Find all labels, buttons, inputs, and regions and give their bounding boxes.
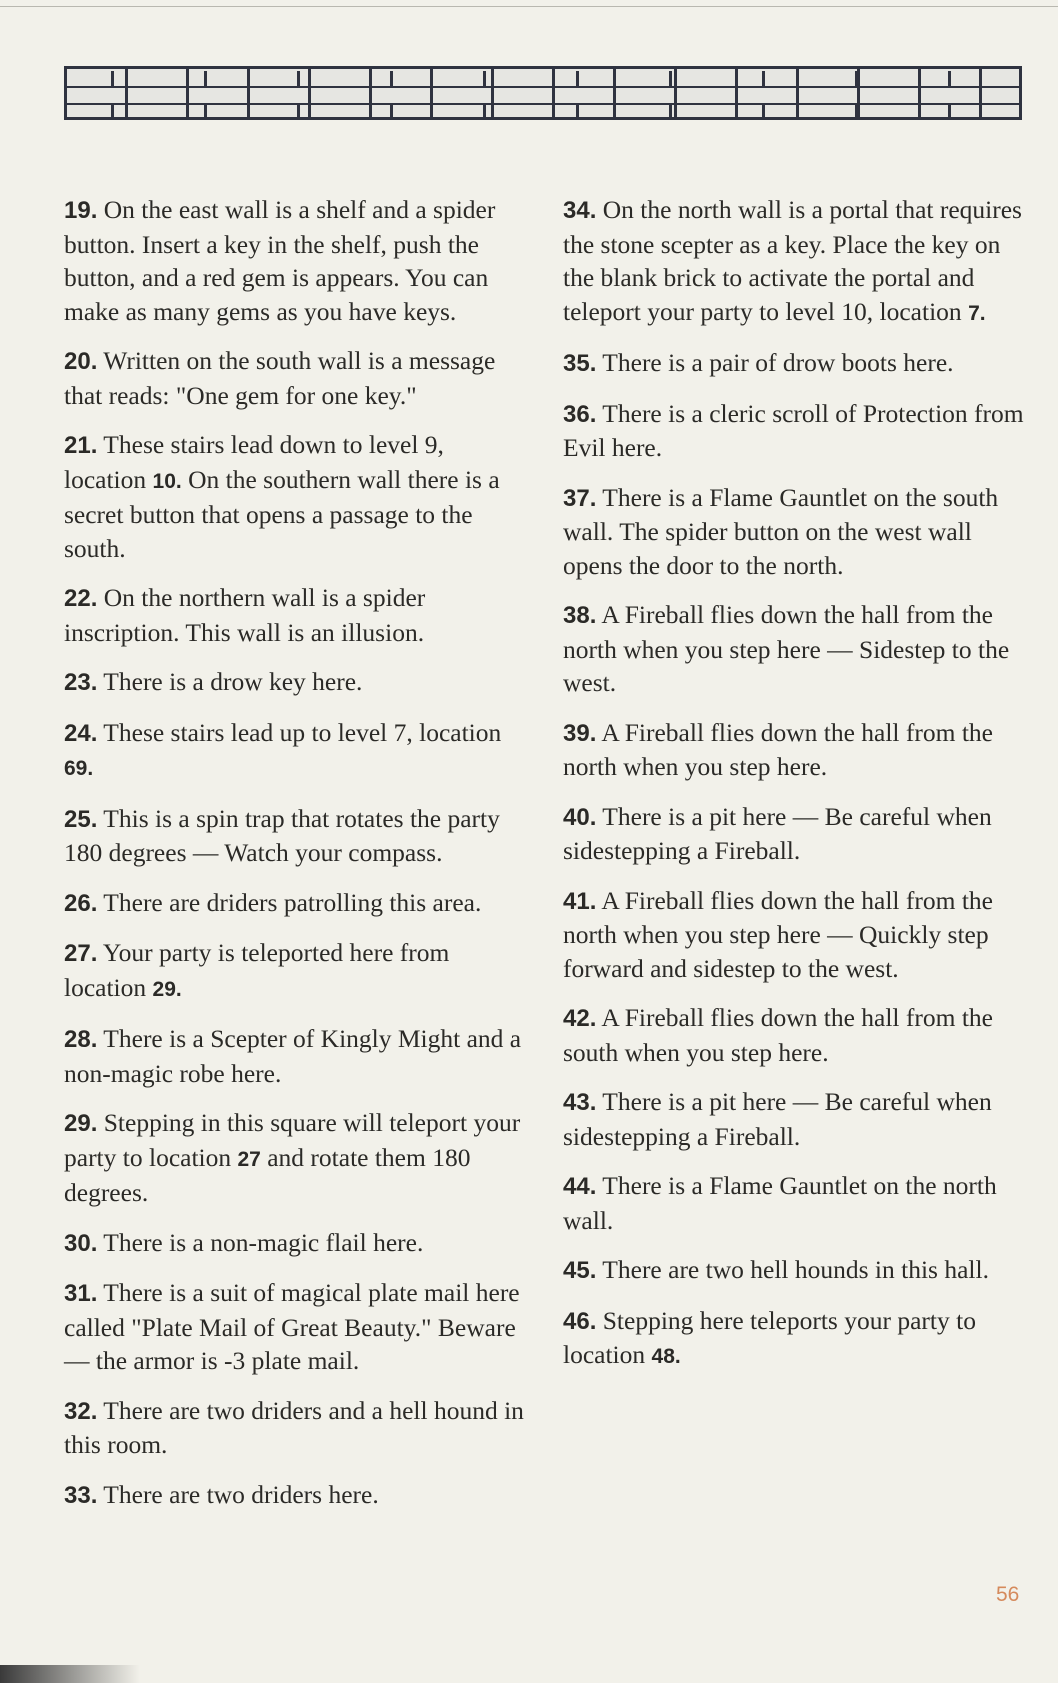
entry-number: 44. xyxy=(563,1173,597,1200)
location-entry xyxy=(563,884,1028,986)
entry-text: There is a suit of magical plate mail here called "Plate Mail of Great Beauty." Beware — the armor is -3 plate mail. xyxy=(64,1278,520,1375)
location-entry xyxy=(64,886,524,921)
entry-number: 23. xyxy=(64,669,98,696)
entry-text: A Fireball flies down the hall from the north when you step here — Quickly step forward and sidestep to the west. xyxy=(563,885,993,983)
entry-text-tail: On the southern wall there is a secret button that opens a passage to the south. xyxy=(64,464,500,563)
entry-text: On the east wall is a shelf and a spider button. Insert a key in the shelf, push the button, and a red gem is appears. You can make as many gems as you have keys. xyxy=(64,195,496,326)
location-entry xyxy=(64,1226,524,1261)
entry-number: 43. xyxy=(563,1089,597,1116)
entry-text: There is a Scepter of Kingly Might and a non-magic robe here. xyxy=(64,1024,522,1088)
entry-text: A Fireball flies down the hall from the north when you step here. xyxy=(563,717,993,781)
location-entry xyxy=(563,1001,1028,1069)
entry-text: On the north wall is a portal that requires the stone scepter as a key. Place the key on the blank brick to activate the portal and teleport your party to level 10, location xyxy=(563,195,1022,326)
entry-number: 29. xyxy=(64,1110,98,1137)
entry-number: 35. xyxy=(563,350,597,377)
entry-text: There is a cleric scroll of Protection from Evil here. xyxy=(563,398,1024,462)
entry-number: 20. xyxy=(64,348,98,375)
entry-number: 40. xyxy=(563,803,597,831)
entry-number: 46. xyxy=(563,1307,597,1335)
entry-location-ref: 27 xyxy=(237,1147,261,1171)
entry-number: 41. xyxy=(563,887,597,915)
location-entry xyxy=(563,716,1028,784)
location-entry xyxy=(64,1022,524,1090)
location-entry xyxy=(563,800,1028,868)
entry-text: A Fireball flies down the hall from the north when you step here — Sidestep to the west. xyxy=(563,600,1010,697)
entry-number: 36. xyxy=(563,400,597,428)
location-entry xyxy=(563,481,1028,583)
entry-text: This is a spin trap that rotates the party 180 degrees — Watch your compass. xyxy=(64,803,500,867)
entry-number: 42. xyxy=(563,1005,597,1032)
entry-number: 25. xyxy=(64,805,98,833)
page-edge-shadow xyxy=(0,1665,140,1683)
entry-number: 32. xyxy=(64,1397,98,1425)
entry-text: There are driders patrolling this area. xyxy=(103,887,482,917)
location-entry xyxy=(563,1085,1028,1153)
location-entry xyxy=(563,346,1028,381)
location-entry xyxy=(563,598,1028,700)
entry-text: There is a pair of drow boots here. xyxy=(602,348,954,377)
location-entry xyxy=(64,802,524,870)
entry-text: There is a non-magic flail here. xyxy=(103,1227,424,1257)
entry-text: These stairs lead down to level 9, location xyxy=(64,430,444,494)
page-number: 56 xyxy=(996,1583,1020,1606)
left-column xyxy=(64,193,524,1528)
entry-location-ref: 29. xyxy=(152,977,182,1001)
entry-number: 39. xyxy=(563,719,597,747)
entry-number: 38. xyxy=(563,602,597,629)
location-entry xyxy=(64,936,524,1006)
entry-number: 34. xyxy=(563,197,597,224)
entry-number: 37. xyxy=(563,484,597,512)
entry-number: 22. xyxy=(64,585,98,612)
location-entry xyxy=(64,1276,524,1378)
location-entry xyxy=(64,1106,524,1210)
entry-number: 28. xyxy=(64,1026,98,1053)
location-entry xyxy=(563,1253,1028,1288)
entry-text: Your party is teleported here from location xyxy=(64,938,450,1002)
entry-text: Written on the south wall is a message that reads: "One gem for one key." xyxy=(64,346,496,410)
entry-number: 21. xyxy=(64,432,98,459)
location-entry xyxy=(64,428,524,565)
location-entry xyxy=(64,581,524,649)
entry-text: There are two hell hounds in this hall. xyxy=(602,1255,989,1284)
entry-text: There is a drow key here. xyxy=(103,667,363,696)
entry-number: 30. xyxy=(64,1229,98,1257)
entry-location-ref: 10. xyxy=(152,469,182,493)
entry-text: A Fireball flies down the hall from the south when you step here. xyxy=(563,1003,993,1067)
entry-number: 27. xyxy=(64,940,98,967)
location-entry xyxy=(64,716,524,786)
location-entry xyxy=(64,665,524,700)
entry-number: 24. xyxy=(64,719,98,747)
location-entry xyxy=(563,397,1028,465)
entry-number: 33. xyxy=(64,1481,98,1509)
entry-text: There are two driders here. xyxy=(103,1479,379,1509)
location-entry xyxy=(64,344,524,412)
brick-row xyxy=(67,105,1019,120)
brick-row xyxy=(67,71,1019,86)
location-entry xyxy=(563,1169,1028,1237)
entry-text: There is a Flame Gauntlet on the south wall. The spider button on the west wall opens the door to the north. xyxy=(563,482,999,580)
location-entry xyxy=(563,1304,1028,1374)
location-entry xyxy=(64,1478,524,1513)
entry-location-ref: 69. xyxy=(64,757,94,780)
entry-text: Stepping here teleports your party to location xyxy=(563,1305,976,1369)
entry-number: 31. xyxy=(64,1280,98,1307)
brick-wall-banner xyxy=(64,66,1022,120)
entry-text: There is a pit here — Be careful when sidestepping a Fireball. xyxy=(563,1087,992,1151)
entry-text: There is a Flame Gauntlet on the north wall. xyxy=(563,1171,997,1235)
entry-number: 26. xyxy=(64,889,98,917)
location-entry xyxy=(563,193,1028,330)
entry-location-ref: 48. xyxy=(651,1345,681,1368)
location-entry xyxy=(64,193,524,328)
entry-text: There is a pit here — Be careful when sidestepping a Fireball. xyxy=(563,801,992,865)
entry-text: There are two driders and a hell hound in this room. xyxy=(64,1395,524,1459)
entry-location-ref: 7. xyxy=(968,301,986,325)
entry-number: 19. xyxy=(64,197,98,224)
entry-number: 45. xyxy=(563,1257,597,1284)
entry-text: On the northern wall is a spider inscription. This wall is an illusion. xyxy=(64,583,426,647)
entry-text-tail: and rotate them 180 degrees. xyxy=(64,1142,471,1207)
entry-text: These stairs lead up to level 7, location xyxy=(103,717,502,747)
location-entry xyxy=(64,1394,524,1462)
right-column xyxy=(563,193,1028,1390)
top-rule xyxy=(0,6,1058,7)
entry-text: Stepping in this square will teleport your party to location xyxy=(64,1108,521,1172)
